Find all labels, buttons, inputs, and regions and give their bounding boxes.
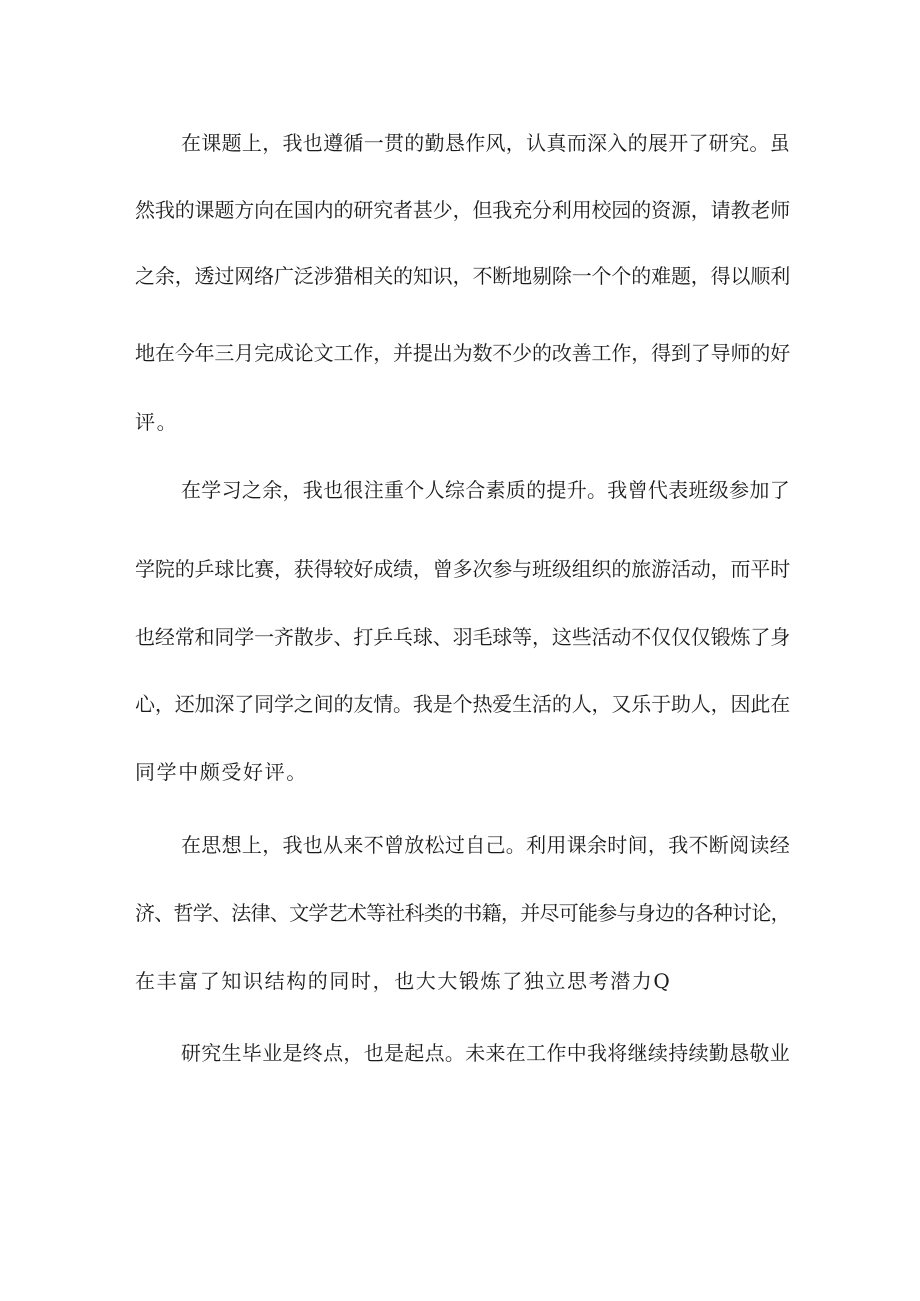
- text-line: 在学习之余，我也很注重个人综合素质的提升。我曾代表班级参加了: [181, 478, 790, 502]
- paragraph-3-line-3: [0, 961, 920, 1001]
- paragraph-2-line-3: [0, 617, 920, 657]
- paragraph-2-line-5: [0, 752, 920, 792]
- paragraph-2-line-1: [0, 470, 920, 510]
- text-line: 在思想上，我也从来不曾放松过自己。利用课余时间，我不断阅读经: [181, 833, 790, 857]
- paragraph-3-line-1: [0, 825, 920, 865]
- paragraph-3-line-2: [0, 893, 920, 933]
- paragraph-1-line-1: [0, 123, 920, 163]
- text-line: 在课题上，我也遵循一贯的勤恳作风，认真而深入的展开了研究。虽: [181, 131, 790, 155]
- paragraph-1-line-5: [0, 402, 920, 442]
- paragraph-2-line-4: [0, 684, 920, 724]
- paragraph-4-line-1: [0, 1033, 920, 1073]
- text-line: 之余，透过网络广泛涉猎相关的知识，不断地剔除一个个的难题，得以顺利: [135, 264, 791, 288]
- text-line: 研究生毕业是终点，也是起点。未来在工作中我将继续持续勤恳敬业: [181, 1041, 790, 1065]
- text-line: 济、哲学、法律、文学艺术等社科类的书籍，并尽可能参与身边的各种讨论，: [135, 901, 790, 925]
- text-line: 在丰富了知识结构的同时，也大大锻炼了独立思考潜力Q: [135, 969, 672, 993]
- text-line: 评。: [135, 410, 179, 434]
- paragraph-1-line-4: [0, 333, 920, 373]
- text-line: 心，还加深了同学之间的友情。我是个热爱生活的人，又乐于助人，因此在: [135, 692, 791, 716]
- text-line: 然我的课题方向在国内的研究者甚少，但我充分利用校园的资源，请教老师: [135, 198, 791, 222]
- paragraph-1-line-3: [0, 256, 920, 296]
- paragraph-1-line-2: [0, 190, 920, 230]
- text-line: 同学中颇受好评。: [135, 760, 308, 784]
- paragraph-2-line-2: [0, 549, 920, 589]
- text-line: 地在今年三月完成论文工作，并提出为数不少的改善工作，得到了导师的好: [135, 341, 791, 365]
- text-line: 学院的乒球比赛，获得较好成绩，曾多次参与班级组织的旅游活动，而平时: [135, 557, 791, 581]
- text-line: 也经常和同学一齐散步、打乒乓球、羽毛球等，这些活动不仅仅仅锻炼了身: [135, 625, 791, 649]
